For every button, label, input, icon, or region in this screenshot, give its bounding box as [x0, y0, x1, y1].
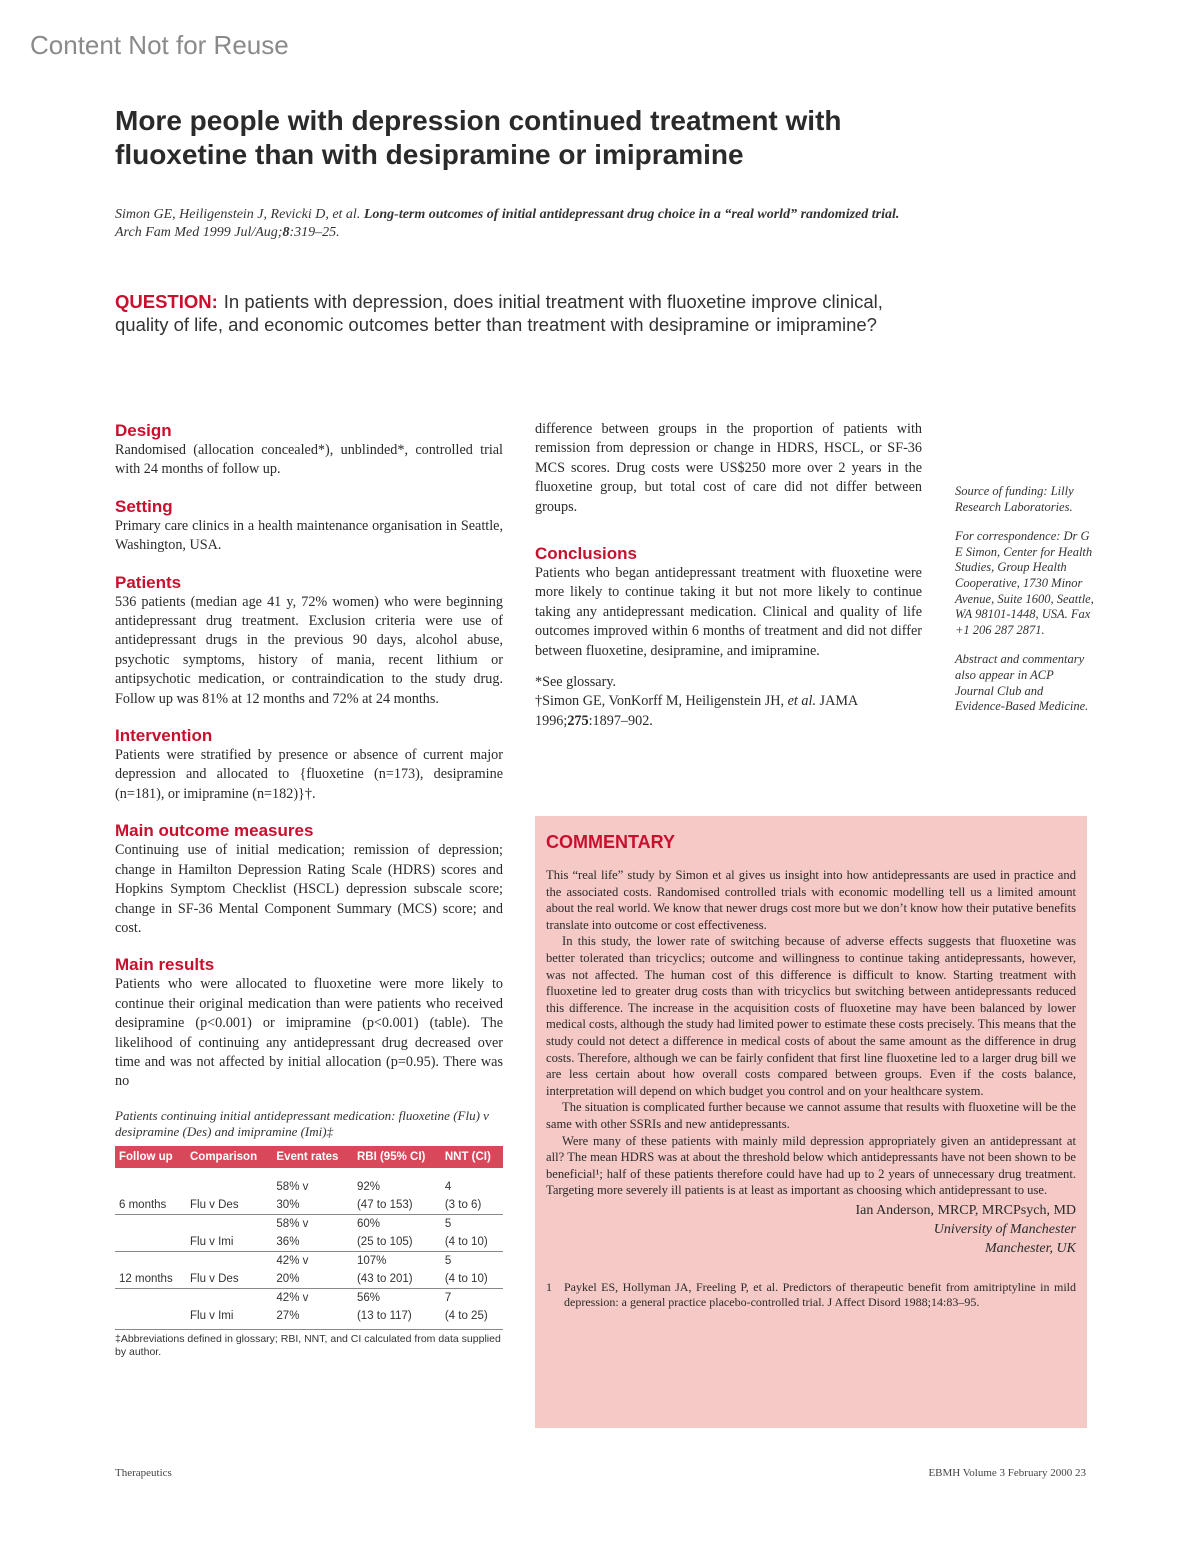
design-section — [115, 420, 503, 480]
commentary-author — [546, 1201, 1076, 1258]
header-comparison: Comparison — [186, 1146, 272, 1168]
patients-heading: Patients — [115, 572, 182, 592]
header-event-rates: Event rates — [272, 1146, 353, 1168]
patients-text: 536 patients (median age 41 y, 72% women) who were beginning antidepressant drug treatment. Exclusion criteria were use of antidepressant drugs in the previous 90 days, alcohol abuse, psychotic symptoms, history of mania, recent lithium or antipsychotic medication, or contraindication to the study drug. Follow up was 81% at 12 months and 72% at 24 months. — [115, 593, 503, 707]
footer-section-label: Therapeutics — [115, 1467, 172, 1479]
results-text: Patients who were allocated to fluoxetine were more likely to continue their original medication than were patients who received desipramine (p<0.001) or imipramine (p<0.001) (table). The likelihood of continuing any antidepressant drug decreased over time and was not affected by initial allocation (p=0.95). There was no — [115, 976, 503, 1090]
left-column — [115, 420, 503, 1359]
cell-rbi: 56% — [353, 1288, 441, 1307]
cell-rate-b: 30% — [276, 1198, 300, 1211]
cell-nnt-ci: (4 to 25) — [444, 1309, 488, 1322]
cell-comparison: Flu v Des — [190, 1272, 239, 1285]
table-row — [115, 1251, 503, 1270]
footnote-ref-volume: 275 — [567, 712, 589, 729]
table-row — [115, 1288, 503, 1307]
cell-nnt: 4 — [444, 1180, 452, 1193]
cell-rate-b: 20% — [276, 1272, 300, 1285]
results-text-continued: difference between groups in the proportion of patients with remission from depression or change in HDRS, HSCL, or SF-36 MCS scores. Drug costs were US$250 more over 2 years in the fluoxetine group, but total cost of care did not differ between groups. — [535, 421, 922, 515]
footnote-ref-authors: †Simon GE, VonKorff M, Heiligenstein JH, — [535, 693, 788, 710]
sidebar — [955, 484, 1095, 729]
cell-rate-a: 42% v — [272, 1251, 353, 1270]
abstract-note: Abstract and commentary also appear in ACP Journal Club and Evidence-Based Medicine. — [955, 652, 1089, 714]
footnote-ref-journal: JAMA 1996; — [535, 693, 858, 729]
cell-rbi-ci: (47 to 153) — [356, 1198, 413, 1211]
article-title: More people with depression continued treatment with fluoxetine than with desipramine or imipramine — [115, 105, 842, 170]
watermark: Content Not for Reuse — [30, 30, 289, 60]
results-heading: Main results — [115, 955, 215, 975]
design-heading: Design — [115, 421, 172, 440]
glossary-note: *See glossary. — [535, 674, 617, 691]
citation-authors: Simon GE, Heiligenstein J, Revicki D, et al. — [115, 207, 361, 222]
outcomes-section — [115, 820, 503, 938]
citation-journal: Arch Fam Med 1999 Jul/Aug; — [115, 225, 283, 240]
cell-rate-a: 58% v — [276, 1180, 309, 1193]
conclusions-section — [535, 543, 922, 661]
conclusions-text: Patients who began antidepressant treatment with fluoxetine were more likely to continue taking it but not more likely to continue taking any antidepressant medication. Clinical and quality of life outcomes improved within 6 months of treatment and did not differ between fluoxetine, desipramine, and imipramine. — [535, 565, 922, 659]
cell-rbi: 60% — [353, 1214, 441, 1233]
cell-nnt: 5 — [441, 1251, 503, 1270]
cell-comparison: Flu v Imi — [190, 1235, 234, 1248]
table-row — [115, 1178, 503, 1196]
cell-rate-a: 42% v — [272, 1288, 353, 1307]
cell-nnt-ci: (4 to 10) — [444, 1272, 488, 1285]
cell-nnt: 7 — [441, 1288, 503, 1307]
conclusions-heading: Conclusions — [535, 544, 638, 564]
footnote-reference — [535, 692, 922, 731]
results-section — [115, 954, 503, 1091]
cell-rate-b: 36% — [276, 1235, 300, 1248]
table-row — [115, 1214, 503, 1233]
author-name: Ian Anderson, MRCP, MRCPsych, MD — [855, 1202, 1076, 1218]
table-header-row — [115, 1146, 503, 1168]
cell-rbi-ci: (43 to 201) — [356, 1272, 413, 1285]
reference-text: Paykel ES, Hollyman JA, Freeling P, et al. Predictors of therapeutic benefit from amitriptyline in mild depression: a general practice placebo-controlled trial. J Affect Disord 1988;14:83–95. — [564, 1279, 1076, 1309]
setting-heading: Setting — [115, 496, 173, 516]
reference-number: 1 — [546, 1279, 552, 1294]
patients-section — [115, 572, 503, 709]
citation-article-title: Long-term outcomes of initial antidepressant drug choice in a “real world” randomized trial. — [363, 207, 900, 222]
results-table — [115, 1146, 503, 1325]
correspondence-note: For correspondence: Dr G E Simon, Center for Health Studies, Group Health Cooperative, 1730 Minor Avenue, Suite 1600, Seattle, WA 98101-1448, USA. Fax +1 206 287 2871. — [955, 529, 1094, 637]
cell-rate-b: 27% — [276, 1309, 300, 1322]
commentary-heading: COMMENTARY — [546, 832, 675, 852]
footnote-ref-pages: :1897–902. — [588, 712, 653, 729]
funding-note: Source of funding: Lilly Research Laboratories. — [955, 484, 1074, 514]
outcomes-text: Continuing use of initial medication; remission of depression; change in Hamilton Depression Rating Scale (HDRS) scores and Hopkins Symptom Checklist (HSCL) depression subscale score; change in SF-36 Mental Component Summary (MCS) score; and cost. — [115, 842, 503, 936]
table-row — [115, 1270, 503, 1289]
citation-pages: :319–25. — [289, 225, 340, 240]
cell-rbi: 92% — [356, 1180, 380, 1193]
footnote-ref-etal: et al. — [787, 693, 816, 710]
design-text: Randomised (allocation concealed*), unblinded*, controlled trial with 24 months of follow up. — [115, 442, 503, 478]
intervention-heading: Intervention — [115, 726, 213, 746]
commentary-paragraph: The situation is complicated further because we cannot assume that results with fluoxetine will be the same with other SSRIs and new antidepressants. — [546, 1100, 1076, 1131]
middle-column — [535, 420, 922, 731]
results-continued — [535, 420, 922, 517]
table-row — [115, 1307, 503, 1325]
commentary-reference — [546, 1280, 1076, 1310]
cell-follow-up: 12 months — [119, 1272, 173, 1285]
cell-comparison: Flu v Des — [190, 1198, 239, 1211]
cell-follow-up: 6 months — [119, 1198, 167, 1211]
table-caption: Patients continuing initial antidepressant medication: fluoxetine (Flu) v desipramine (Des) and imipramine (Imi)‡ — [115, 1107, 489, 1139]
commentary-box — [535, 816, 1087, 1428]
commentary-paragraph: In this study, the lower rate of switching because of adverse effects suggests that fluoxetine was better tolerated than tricyclics; outcome and willingness to continue taking antidepressants, however, was not affected. The human cost of this difference is difficult to know. Starting treatment with fluoxetine led to greater drug costs than with tricyclics but switching between antidepressants reduced this difference. The increase in the acquisition costs of fluoxetine may have been balanced by lower medical costs, although the study had limited power to estimate these costs precisely. This means that the study could not detect a difference in medical costs of about the same amount as the difference in drug costs. Therefore, although we can be fairly confident that first line fluoxetine led to a larger drug bill we are less certain about how overall costs compared between groups. Even if the costs balance, interpretation will depend on which budget you control and on your healthcare system. — [546, 934, 1076, 1098]
question-text: In patients with depression, does initial treatment with fluoxetine improve clinical, quality of life, and economic outcomes better than treatment with desipramine or imipramine? — [115, 291, 883, 335]
citation-volume: 8 — [282, 225, 290, 240]
setting-section — [115, 496, 503, 556]
author-location: Manchester, UK — [985, 1240, 1076, 1256]
author-affiliation: University of Manchester — [933, 1221, 1076, 1237]
cell-nnt: 5 — [441, 1214, 503, 1233]
cell-rate-a: 58% v — [272, 1214, 353, 1233]
header-nnt: NNT (CI) — [441, 1146, 503, 1168]
intervention-text: Patients were stratified by presence or absence of current major depression and allocated to {fluoxetine (n=173), desipramine (n=181), or imipramine (n=182)}†. — [115, 747, 503, 802]
setting-text: Primary care clinics in a health maintenance organisation in Seattle, Washington, USA. — [115, 517, 503, 554]
header-rbi: RBI (95% CI) — [353, 1146, 441, 1168]
question-label: QUESTION: — [115, 291, 218, 312]
footer-journal-info: EBMH Volume 3 February 2000 23 — [928, 1467, 1086, 1479]
commentary-paragraph: This “real life” study by Simon et al gives us insight into how antidepressants are used in practice and the associated costs. Randomised controlled trials with economic modelling tell us a limited amount about the real world. We know that newer drugs cost more but we don’t know how their putative benefits translate into outcome or cost effectiveness. — [546, 868, 1076, 932]
table-row — [115, 1233, 503, 1252]
outcomes-heading: Main outcome measures — [115, 821, 314, 841]
intervention-section — [115, 725, 503, 804]
cell-follow-up — [115, 1233, 186, 1252]
commentary-paragraph: Were many of these patients with mainly mild depression appropriately given an antidepressant at all? The mean HDRS was at about the threshold below which antidepressants have not been shown to be beneficial¹; half of these patients therefore could have had up to 2 years of unnecessary drug treatment. Targeting more severely ill patients is at least as important as choosing which antidepressant to use. — [546, 1133, 1076, 1198]
cell-follow-up — [115, 1307, 186, 1325]
header-follow-up: Follow up — [115, 1146, 186, 1168]
cell-comparison: Flu v Imi — [190, 1309, 234, 1322]
cell-nnt-ci: (4 to 10) — [444, 1235, 488, 1248]
cell-rbi-ci: (13 to 117) — [356, 1309, 412, 1322]
citation — [115, 206, 915, 242]
table-row — [115, 1196, 503, 1215]
question — [115, 290, 935, 336]
cell-nnt-ci: (3 to 6) — [444, 1198, 482, 1211]
table-footnote: ‡Abbreviations defined in glossary; RBI, NNT, and CI calculated from data supplied by author. — [115, 1329, 503, 1359]
cell-rbi-ci: (25 to 105) — [356, 1235, 413, 1248]
cell-rbi: 107% — [353, 1251, 441, 1270]
